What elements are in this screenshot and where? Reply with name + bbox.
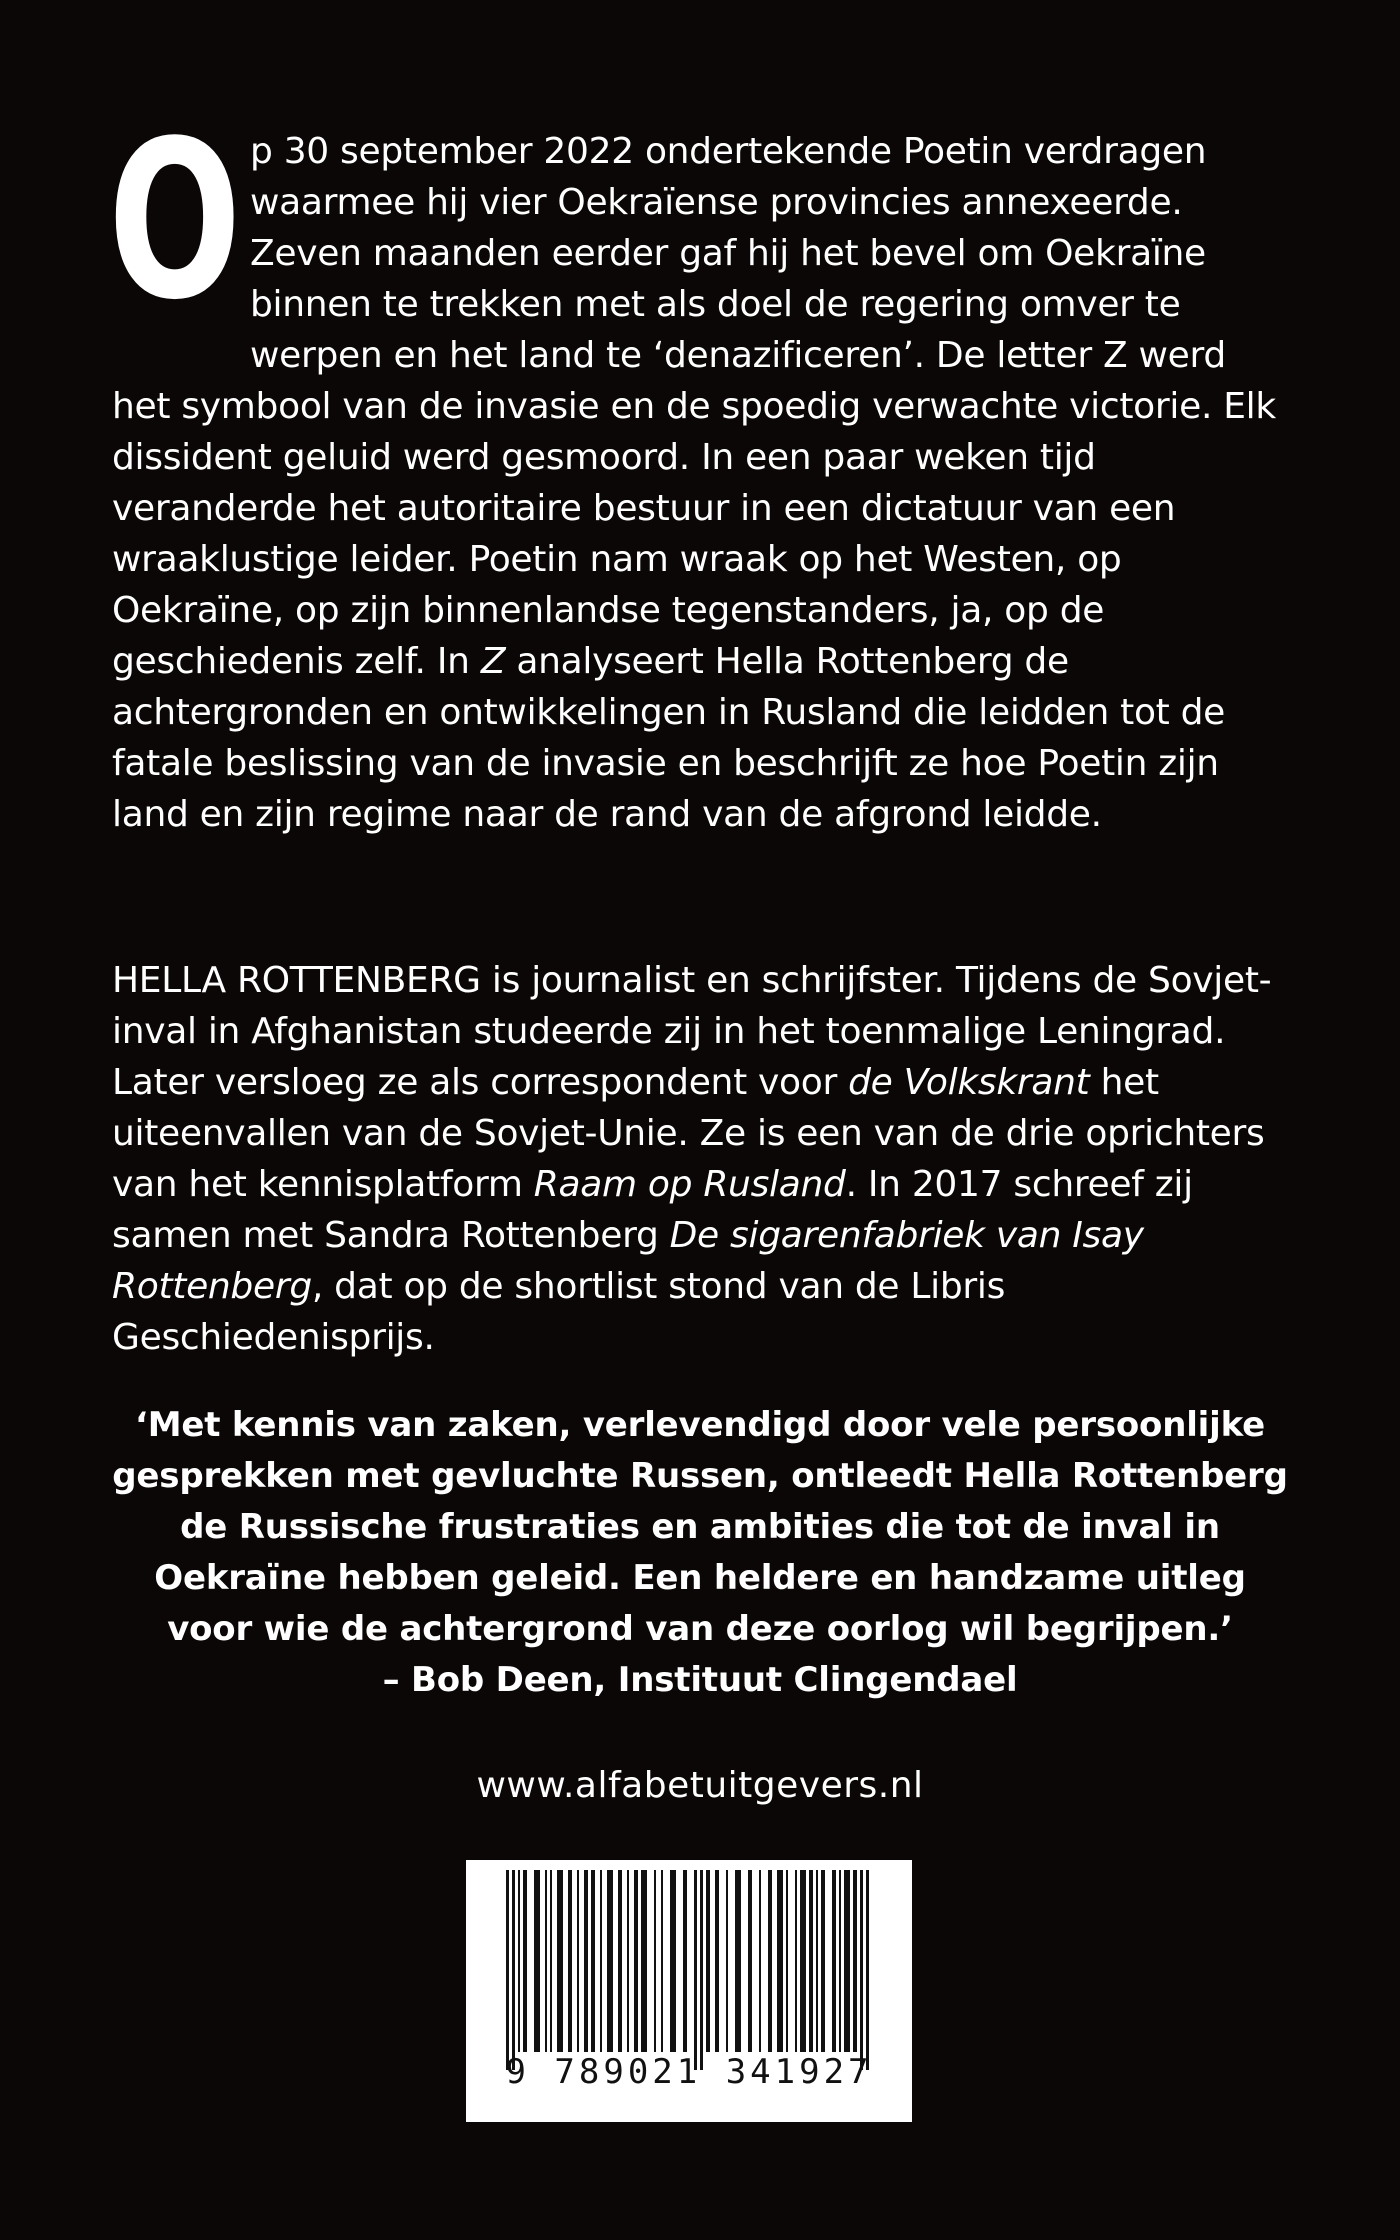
barcode-bar bbox=[591, 1870, 595, 2052]
barcode-bar bbox=[512, 1870, 515, 2070]
quote-attribution: – Bob Deen, Instituut Clingendael bbox=[382, 1660, 1018, 1700]
isbn-barcode bbox=[466, 1860, 912, 2122]
barcode-bar bbox=[523, 1870, 527, 2052]
barcode-bar bbox=[866, 1870, 869, 2070]
barcode-bar bbox=[759, 1870, 761, 2052]
barcode-bar bbox=[545, 1870, 547, 2052]
barcode-bar bbox=[706, 1870, 710, 2052]
barcode-bar bbox=[661, 1870, 663, 2052]
publisher-website[interactable]: www.alfabetuitgevers.nl bbox=[476, 1765, 924, 1806]
barcode-bar bbox=[694, 1870, 697, 2070]
barcode-bar bbox=[735, 1870, 741, 2052]
bio-text-2: het uiteenvallen van de Sovjet-Unie. Ze is een van de drie oprichters van het kennisplatform bbox=[112, 1062, 1265, 1205]
barcode-bar bbox=[634, 1870, 638, 2052]
barcode-bar bbox=[800, 1870, 806, 2052]
barcode-bar bbox=[832, 1870, 836, 2052]
barcode-bar bbox=[795, 1870, 797, 2052]
barcode-bar bbox=[534, 1870, 540, 2052]
barcode-bar bbox=[844, 1870, 850, 2052]
bio-text-4: , dat op de shortlist stond van de Libris Geschiedenisprijs. bbox=[112, 1266, 1006, 1358]
barcode-bar bbox=[853, 1870, 857, 2052]
blurb-text-1: p 30 september 2022 ondertekende Poetin verdragen waarmee hij vier Oekraïense provincies annexeerde. Zeven maanden eerder gaf hij het bevel om Oekraïne binnen te trekken met als doel de regering omver te werpen en het land te ‘denazificeren’. De letter Z werd het symbool van de invasie en de spoedig verwachte victorie. Elk dissident geluid werd gesmoord. In een paar weken tijd veranderde het autoritaire bestuur in een dictatuur van een wraaklustige leider. Poetin nam wraak op het Westen, op Oekraïne, op zijn binnenlandse tegenstanders, ja, op de geschiedenis zelf. In bbox=[112, 131, 1276, 682]
barcode-bar bbox=[683, 1870, 687, 2052]
barcode-bar bbox=[627, 1870, 629, 2052]
barcode-bar bbox=[584, 1870, 588, 2052]
barcode-bar bbox=[839, 1870, 841, 2052]
barcode-bar bbox=[777, 1870, 783, 2052]
quote-text: ‘Met kennis van zaken, verlevendigd door vele persoonlijke gesprekken met gevluchte Russen, ontleedt Hella Rottenberg de Russische frustraties en ambities die tot de inval in Oekraïne hebben geleid. Een heldere en handzame uitleg voor wie de achtergrond van deze oorlog wil begrijpen.’ bbox=[112, 1405, 1288, 1649]
blurb-paragraph bbox=[108, 95, 1292, 840]
bio-text-3: . In 2017 schreef zij samen met Sandra Rottenberg bbox=[112, 1164, 1193, 1256]
barcode-bar bbox=[786, 1870, 788, 2052]
barcode-bar bbox=[607, 1870, 613, 2052]
barcode-bar bbox=[768, 1870, 772, 2052]
author-bio bbox=[112, 955, 1292, 1363]
barcode-bar bbox=[518, 1870, 520, 2052]
author-name: HELLA ROTTENBERG bbox=[112, 960, 481, 1001]
barcode-bar bbox=[715, 1870, 719, 2052]
blurb-text-2: analyseert Hella Rottenberg de achtergronden en ontwikkelingen in Rusland die leidden tot de fatale beslissing van de invasie en beschrijft ze hoe Poetin zijn land en zijn regime naar de rand van de afgrond leidde. bbox=[112, 641, 1226, 835]
barcode-bar bbox=[557, 1870, 563, 2052]
bio-italic-platform: Raam op Rusland bbox=[533, 1164, 846, 1205]
barcode-bar bbox=[809, 1870, 813, 2052]
barcode-bar bbox=[600, 1870, 602, 2052]
barcode-bar bbox=[568, 1870, 572, 2052]
barcode-bar bbox=[506, 1870, 509, 2070]
barcode-bar bbox=[550, 1870, 552, 2052]
barcode-bar bbox=[816, 1870, 818, 2052]
barcode-bar bbox=[726, 1870, 728, 2052]
bio-text-1: is journalist en schrijfster. Tijdens de Sovjet-inval in Afghanistan studeerde zij in het toenmalige Leningrad. Later versloeg ze als correspondent voor bbox=[112, 960, 1272, 1103]
barcode-bar bbox=[618, 1870, 622, 2052]
drop-cap: O bbox=[108, 95, 240, 348]
barcode-bar bbox=[654, 1870, 656, 2052]
barcode-bar bbox=[641, 1870, 647, 2052]
blurb-title-italic: Z bbox=[480, 641, 506, 682]
barcode-bar bbox=[821, 1870, 825, 2052]
barcode-bar bbox=[748, 1870, 752, 2052]
bio-italic-newspaper: de Volkskrant bbox=[848, 1062, 1090, 1103]
barcode-bar bbox=[860, 1870, 863, 2070]
isbn-number: 9 789021 341927 bbox=[505, 2052, 873, 2092]
barcode-bar bbox=[577, 1870, 579, 2052]
bio-italic-book: De sigarenfabriek van Isay Rottenberg bbox=[112, 1215, 1144, 1307]
barcode-bar bbox=[700, 1870, 703, 2070]
review-quote bbox=[112, 1400, 1288, 1706]
barcode-bar bbox=[670, 1870, 676, 2052]
